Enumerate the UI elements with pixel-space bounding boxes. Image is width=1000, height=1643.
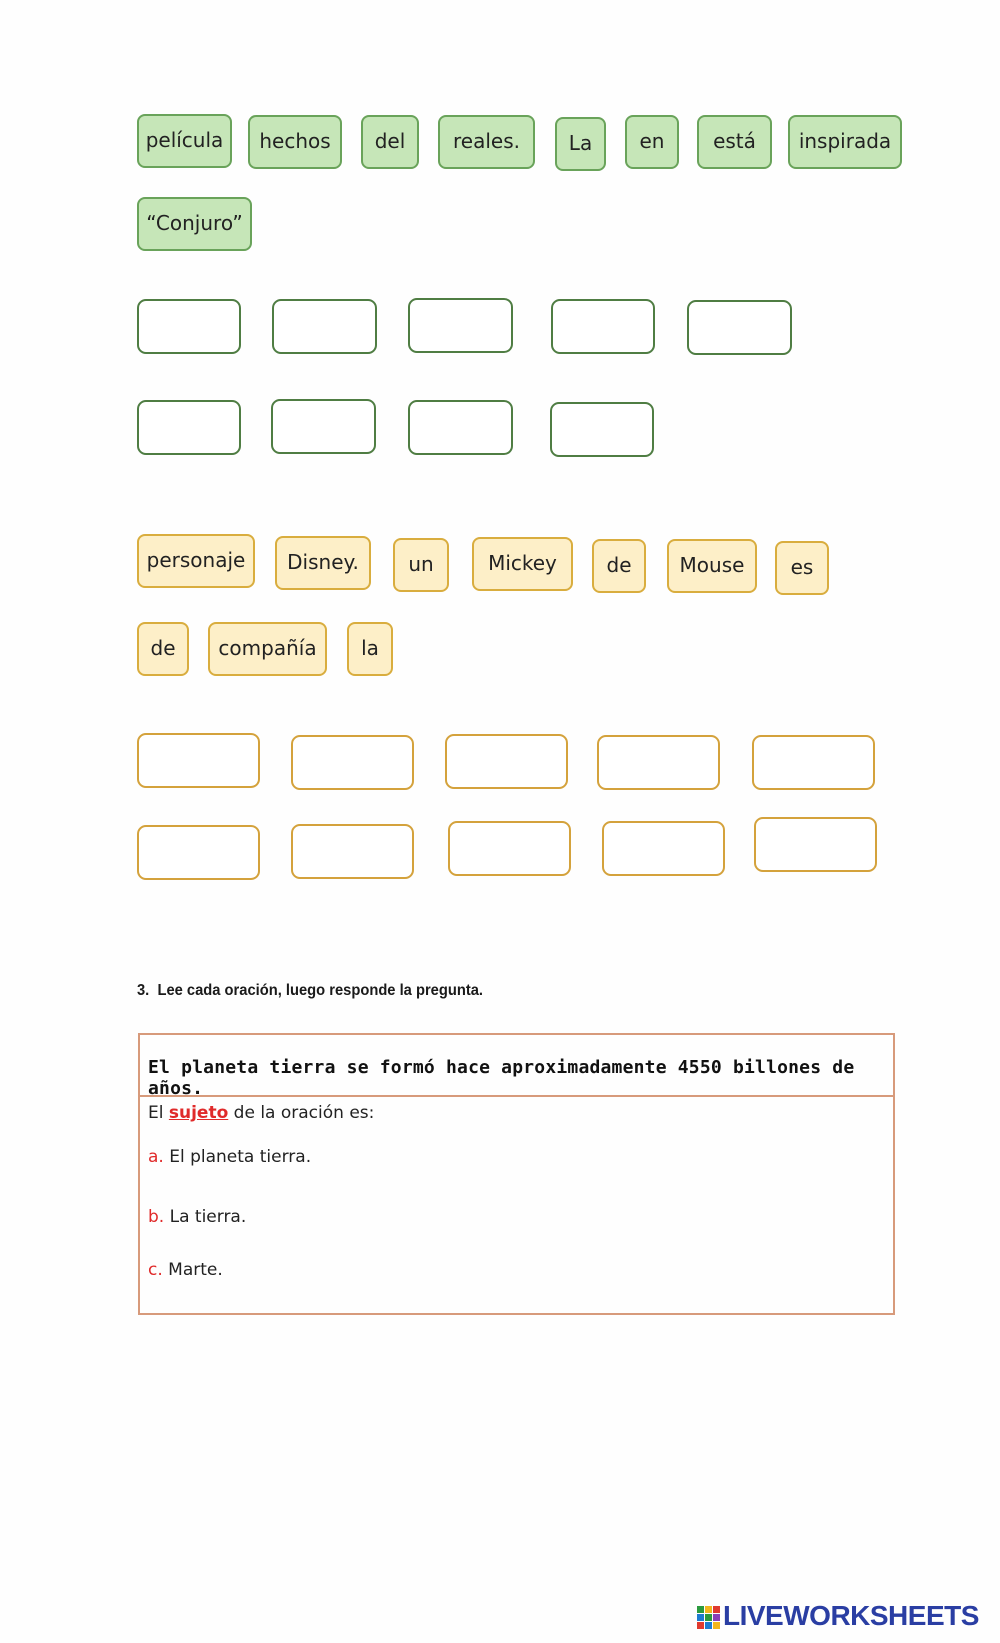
answer-slot[interactable] bbox=[291, 735, 414, 790]
word-tile[interactable]: hechos bbox=[248, 115, 342, 169]
option-text: La tierra. bbox=[169, 1207, 247, 1227]
answer-slot[interactable] bbox=[271, 399, 376, 454]
word-tile[interactable]: Disney. bbox=[275, 536, 371, 590]
word-tile[interactable]: reales. bbox=[438, 115, 535, 169]
option-text: El planeta tierra. bbox=[169, 1147, 312, 1167]
answer-slot[interactable] bbox=[602, 821, 725, 876]
word-tile[interactable]: en bbox=[625, 115, 679, 169]
answer-slot[interactable] bbox=[448, 821, 571, 876]
question-prompt bbox=[148, 1103, 374, 1123]
answer-slot[interactable] bbox=[754, 817, 877, 872]
option-letter: c. bbox=[148, 1260, 163, 1280]
option-letter: b. bbox=[148, 1207, 165, 1227]
answer-slot[interactable] bbox=[291, 824, 414, 879]
word-tile[interactable]: Mouse bbox=[667, 539, 757, 593]
answer-slot[interactable] bbox=[597, 735, 720, 790]
instruction-text: Lee cada oración, luego responde la pregunta. bbox=[157, 982, 484, 999]
prompt-highlight: sujeto bbox=[168, 1103, 229, 1123]
word-tile[interactable]: del bbox=[361, 115, 419, 169]
answer-slot[interactable] bbox=[137, 825, 260, 880]
prompt-after: de la oración es: bbox=[233, 1103, 375, 1123]
answer-slot[interactable] bbox=[408, 298, 513, 353]
option-c[interactable] bbox=[148, 1260, 223, 1280]
answer-slot[interactable] bbox=[272, 299, 377, 354]
word-tile[interactable]: de bbox=[137, 622, 189, 676]
word-tile[interactable]: compañía bbox=[208, 622, 327, 676]
answer-slot[interactable] bbox=[550, 402, 654, 457]
answer-slot[interactable] bbox=[687, 300, 792, 355]
word-tile[interactable]: película bbox=[137, 114, 232, 168]
option-a[interactable] bbox=[148, 1147, 311, 1167]
answer-slot[interactable] bbox=[445, 734, 568, 789]
option-b[interactable] bbox=[148, 1207, 246, 1227]
word-tile[interactable]: personaje bbox=[137, 534, 255, 588]
prompt-before: El bbox=[148, 1103, 164, 1123]
answer-slot[interactable] bbox=[551, 299, 655, 354]
word-tile[interactable]: es bbox=[775, 541, 829, 595]
section-number: 3. bbox=[137, 982, 150, 999]
answer-slot[interactable] bbox=[408, 400, 513, 455]
word-tile[interactable]: inspirada bbox=[788, 115, 902, 169]
word-tile[interactable]: “Conjuro” bbox=[137, 197, 252, 251]
word-tile[interactable]: la bbox=[347, 622, 393, 676]
brand-name: LIVEWORKSHEETS bbox=[723, 1600, 979, 1631]
word-tile[interactable]: está bbox=[697, 115, 772, 169]
question-box bbox=[138, 1033, 895, 1315]
word-tile[interactable]: de bbox=[592, 539, 646, 593]
word-tile[interactable]: un bbox=[393, 538, 449, 592]
question-sentence: El planeta tierra se formó hace aproximadamente 4550 billones de años. bbox=[140, 1035, 893, 1097]
option-text: Marte. bbox=[168, 1260, 223, 1280]
section-instruction bbox=[137, 982, 483, 1000]
logo-grid-icon bbox=[697, 1606, 721, 1630]
answer-slot[interactable] bbox=[137, 733, 260, 788]
option-letter: a. bbox=[148, 1147, 164, 1167]
answer-slot[interactable] bbox=[752, 735, 875, 790]
answer-slot[interactable] bbox=[137, 400, 241, 455]
word-tile[interactable]: La bbox=[555, 117, 606, 171]
word-tile[interactable]: Mickey bbox=[472, 537, 573, 591]
answer-slot[interactable] bbox=[137, 299, 241, 354]
liveworksheets-logo bbox=[697, 1600, 979, 1630]
